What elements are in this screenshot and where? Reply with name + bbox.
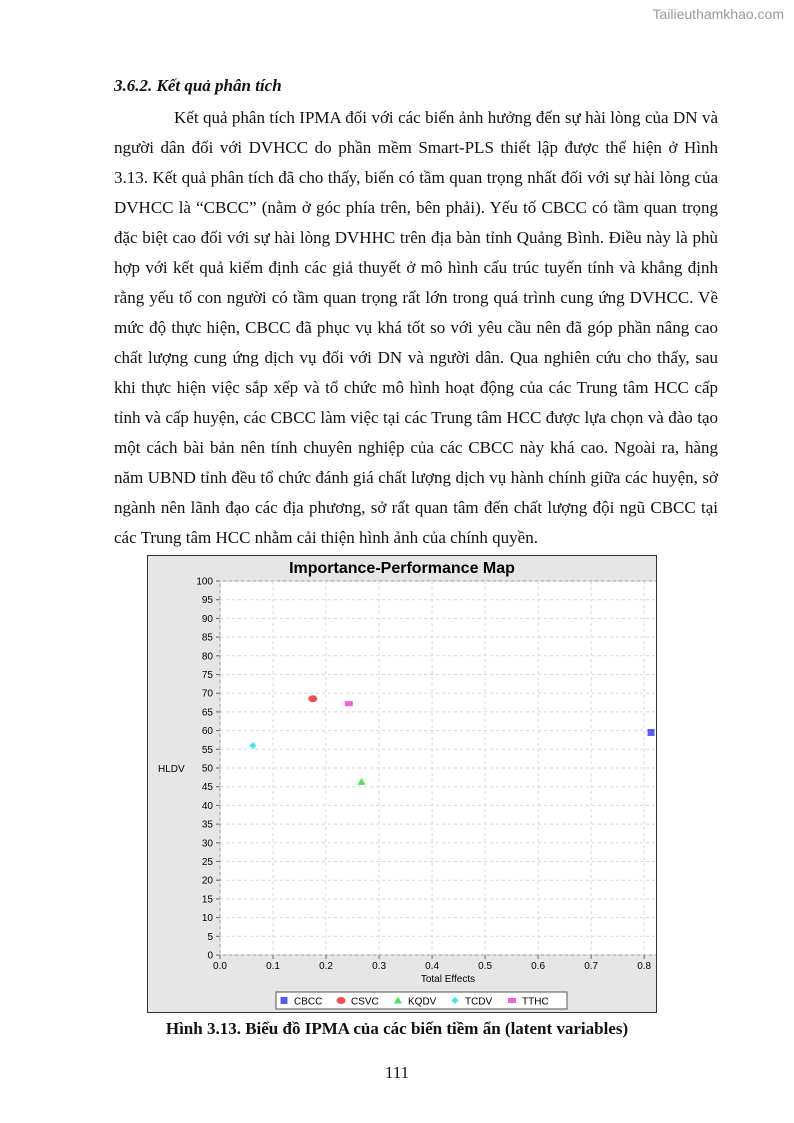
legend-marker-csvc — [337, 997, 346, 1004]
legend-label-csvc: CSVC — [351, 996, 379, 1008]
y-tick-label: 90 — [201, 613, 213, 625]
legend-label-tcdv: TCDV — [465, 996, 493, 1008]
legend-marker-cbcc — [281, 997, 288, 1004]
legend-marker-tthc — [508, 998, 516, 1003]
section-heading: 3.6.2. Kết quả phân tích — [114, 76, 282, 95]
x-tick-label: 0.0 — [213, 961, 227, 972]
x-tick-label: 0.2 — [319, 961, 333, 972]
ipma-chart — [148, 556, 656, 1012]
y-axis-label: HLDV — [158, 764, 185, 775]
x-tick-label: 0.4 — [425, 961, 440, 972]
y-tick-label: 35 — [201, 819, 213, 831]
y-tick-label: 40 — [201, 800, 213, 812]
x-tick-label: 0.8 — [637, 961, 652, 972]
y-tick-label: 5 — [207, 931, 213, 943]
legend-label-kqdv: KQDV — [408, 996, 437, 1008]
legend — [276, 992, 567, 1009]
y-tick-label: 45 — [201, 782, 213, 794]
y-tick-label: 10 — [201, 913, 213, 925]
y-tick-label: 70 — [201, 688, 213, 700]
figure-caption: Hình 3.13. Biểu đồ IPMA của các biến tiềm ẩn (latent variables) — [165, 1019, 629, 1038]
y-tick-label: 0 — [207, 950, 213, 962]
y-tick-label: 50 — [201, 763, 213, 775]
x-axis-label: Total Effects — [420, 974, 476, 985]
y-tick-label: 60 — [201, 726, 213, 738]
data-point-csvc — [308, 695, 317, 702]
x-tick-label: 0.3 — [372, 961, 387, 972]
x-tick-label: 0.7 — [584, 961, 599, 972]
chart-title: Importance-Performance Map — [289, 560, 515, 577]
x-tick-label: 0.1 — [266, 961, 280, 972]
y-tick-label: 95 — [201, 595, 213, 607]
y-tick-label: 75 — [201, 670, 213, 681]
legend-label-tthc: TTHC — [522, 996, 549, 1008]
y-tick-label: 15 — [201, 894, 213, 906]
legend-label-cbcc: CBCC — [294, 996, 323, 1008]
body-paragraph: Kết quả phân tích IPMA đối với các biến ảnh hưởng đến sự hài lòng của DN và người dân đối với DVHCC do phần mềm Smart-PLS thiết lập được thể hiện ở Hình 3.13. Kết quả phân tích đã cho thấy, biến có tầm quan trọng nhất đối với sự hài lòng của DVHCC là “CBCC” (nằm ở góc phía trên, bên phải). Yếu tố CBCC có tầm quan trọng đặc biệt cao đối với sự hài lòng DVHHC trên địa bàn tỉnh Quảng Bình. Điều này là phù hợp với kết quả kiểm định các giả thuyết ở mô hình cấu trúc tuyến tính và khẳng định rằng yếu tố con người có tầm quan trọng rất lớn trong quá trình cung ứng DVHCC. Về mức độ thực hiện, CBCC đã phục vụ khá tốt so với yêu cầu nên đã góp phần nâng cao chất lượng cung ứng dịch vụ đối với DN và người dân. Qua nghiên cứu cho thấy, sau khi thực hiện việc sắp xếp và tổ chức mô hình hoạt động của các Trung tâm HCC cấp tỉnh và cấp huyện, các CBCC làm việc tại các Trung tâm HCC được lựa chọn và đào tạo một cách bài bản nên tính chuyên nghiệp của các CBCC này khá cao. Ngoài ra, hàng năm UBND tỉnh đều tổ chức đánh giá chất lượng dịch vụ hành chính giữa các huyện, sở ngành nên lãnh đạo các địa phương, sở rất quan tâm đến chất lượng đội ngũ CBCC tại các Trung tâm HCC nhằm cải thiện hình ảnh của chính quyền. — [114, 108, 718, 547]
y-tick-label: 20 — [201, 875, 213, 887]
y-tick-label: 30 — [201, 838, 213, 850]
watermark: Tailieuthamkhao.com — [652, 6, 784, 22]
data-point-tthc — [345, 701, 353, 706]
y-tick-label: 55 — [201, 744, 213, 756]
y-tick-label: 85 — [201, 632, 213, 644]
y-tick-label: 65 — [201, 707, 213, 719]
y-tick-label: 25 — [201, 857, 213, 868]
page-number: 111 — [384, 1063, 410, 1082]
ipma-chart-figure — [147, 555, 657, 1013]
data-point-cbcc — [648, 729, 655, 736]
y-tick-label: 80 — [201, 651, 213, 663]
y-tick-label: 100 — [196, 576, 213, 588]
x-tick-label: 0.5 — [478, 961, 493, 972]
x-tick-label: 0.6 — [531, 961, 546, 972]
